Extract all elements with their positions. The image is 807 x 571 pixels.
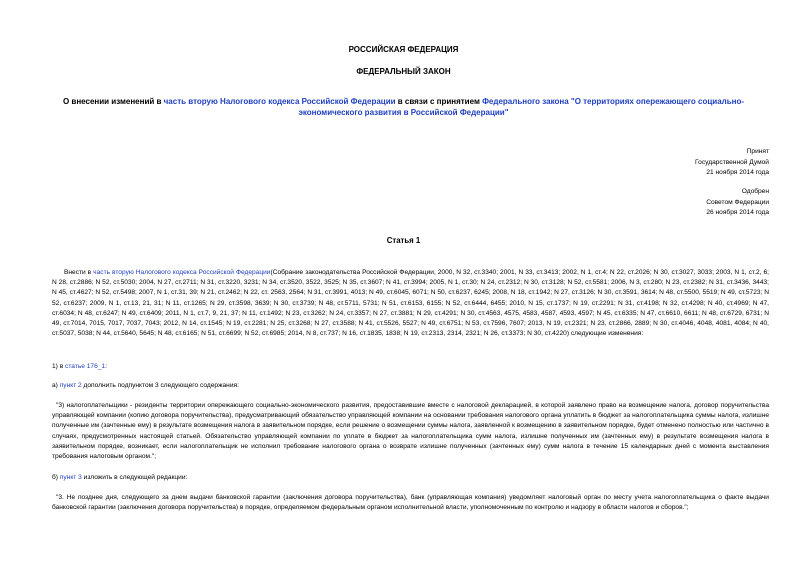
quote-subpoint-3: "3) налогоплательщики - резиденты территории опережающего социально-экономического развития, предоставившие вместе с налоговой декларацией, в которой заявлено право на возмещение налога, договор поручительства управляющей компании (копию договора поручительства), предусматривающий обязательство управляющей компании на основании требования налогового органа уплатить в бюджет за налогоплательщика суммы налога, излишне полученные им (зачтенные ему) в результате возмещения налога в заявительном порядке, если решение о возмещении суммы налога, заявленной к возмещению в заявительном порядке, будет отменено полностью или частично в случаях, предусмотренных настоящей статьей. Обязательство управляющей компании по уплате в бюджет за налогоплательщика сумм налога, излишне полученных им (зачтенных ему) в результате возмещения налога в заявительном порядке, возникает, если налогоплательщик не исполнил требование налогового органа о возврате излишне полученных (зачтенных ему) сумм налога в течение 15 календарных дней с момента выставления требования налоговым органом."; — [52, 402, 769, 461]
item-a-suffix: дополнить подпунктом 3 следующего содержания: — [81, 382, 239, 389]
tax-code-part-two-link[interactable]: часть вторую Налогового кодекса Российской Федерации — [93, 269, 271, 276]
tax-code-part-two-link[interactable]: часть вторую Налогового кодекса Российской Федерации — [163, 97, 396, 106]
item-1-suffix: : — [105, 363, 107, 370]
item-a-prefix: а) — [52, 382, 60, 389]
intro-prefix: Внести в — [64, 269, 94, 276]
article-heading: Статья 1 — [386, 236, 421, 245]
law-title — [40, 96, 767, 118]
point-3-link[interactable]: пункт 3 — [59, 474, 82, 481]
item-b-prefix: б) — [52, 474, 60, 481]
title-text-1: О внесении изменений в — [62, 97, 164, 106]
article-intro-paragraph — [52, 268, 769, 339]
item-1-prefix: 1) в — [52, 363, 66, 370]
approval-date: 26 ноября 2014 года — [706, 209, 769, 217]
item-b — [52, 473, 187, 483]
adoption-date: 21 ноября 2014 года — [706, 169, 769, 177]
item-1 — [52, 362, 107, 372]
approval-line: Советом Федерации — [706, 198, 769, 206]
item-a — [52, 381, 239, 391]
approval-line: Одобрен — [741, 188, 769, 195]
title-text-2: в связи с принятием — [395, 97, 483, 106]
item-b-suffix: изложить в следующей редакции: — [81, 474, 188, 481]
law-type-heading: ФЕДЕРАЛЬНЫЙ ЗАКОН — [356, 67, 451, 76]
adoption-line: Государственной Думой — [695, 158, 769, 166]
adoption-line: Принят — [746, 148, 769, 155]
quote-point-3: "3. Не позднее дня, следующего за днем выдачи банковской гарантии (заключения договора поручительства), банк (управляющая компания) уведомляет налоговый орган по месту учета налогоплательщика о факте выдачи банковской гарантии (заключения договора поручительства) в порядке, определяемом федеральным органом исполнительной власти, уполномоченным по контролю и надзору в области налогов и сборов."; — [52, 494, 769, 512]
adoption-block — [569, 147, 769, 179]
article-176-1-link[interactable]: статье 176_1 — [65, 363, 106, 370]
point-2-link[interactable]: пункт 2 — [59, 382, 82, 389]
federation-heading: РОССИЙСКАЯ ФЕДЕРАЦИЯ — [348, 45, 459, 54]
intro-text: (Собрание законодательства Российской Федерации, 2000, N 32, ст.3340; 2001, N 33, ст.3413; 2002, N 1, ст.4; N 22, ст.2026; N 30, ст.3027, 3033; 2003, N 1, ст.2, 6; N 28, ст.2886; N 52, ст.5030; 2004, N 27, ст.2711; N 31, ст.3220, 3231; N 34, ст.3520, 3522, 3525; N 35, ст.3607; N 41, ст.3994; 2005, N 1, ст.30; N 24, ст.2312; N 30, ст.3128; N 52, ст.5581; 2006, N 3, ст.280; N 23, ст.2382; N 31, ст.3436, 3443; N 45, ст.4627; N 52, ст.5498; 2007, N 1, ст.31, 39; N 21, ст.2462; N 22, ст. 2563, 2564; N 31, ст.3991, 4013; N 49, ст.6045, 6071; N 50, ст.6237, 6245; 2008, N 18, ст.1942; N 27, ст.3126; N 30, ст.3591, 3614; N 48, ст.5500, 5519; N 49, ст.5723; N 52, ст.6237; 2009, N 1, ст.13, 21, 31; N 11, ст.1265; N 29, ст.3598, 3639; N 30, ст.3739; N 48, ст.5711, 5731; N 51, ст.6153, 6155; N 52, ст.6444, 6455; 2010, N 15, ст.1737; N 19, ст.2291; N 31, ст.4198; N 32, ст.4298; N 40, ст.4969; N 47, ст.6034; N 48, ст.6247; N 49, ст.6409; 2011, N 1, ст.7, 9, 21, 37; N 11, ст.1492; N 23, ст.3262; N 24, ст.3357; N 27, ст.3881; N 29, ст.4291; N 30, ст.4563, 4575, 4583, 4587, 4593, 4597; N 45, ст.6335; N 47, ст.6610, 6611; N 48, ст.6729, 6731; N 49, ст.7014, 7015, 7017, 7037, 7043; 2012, N 14, ст.1545; N 19, ст.2281; N 25, ст.3268; N 27, ст.3588; N 41, ст.5526, 5527; N 49, ст.6751; N 53, ст.7596, 7607; 2013, N 19, ст.2321; N 23, ст.2866, 2889; N 30, ст.4046, 4048, 4081, 4084; N 40, ст.5037, 5038; N 44, ст.5640, 5645; N 48, ст.6165; N 51, ст.6699; N 52, ст.6985; 2014, N 8, ст.737; N 16, ст.1835, 1838; N 19, ст.2313, 2314, 2321; N 26, ст.3373; N 30, ст.4220) следующие изменения: — [52, 269, 769, 338]
federal-law-link[interactable]: Федерального закона "О территориях опережающего социально-экономического развития в Российской Федерации" — [298, 97, 745, 117]
approval-block — [569, 187, 769, 219]
